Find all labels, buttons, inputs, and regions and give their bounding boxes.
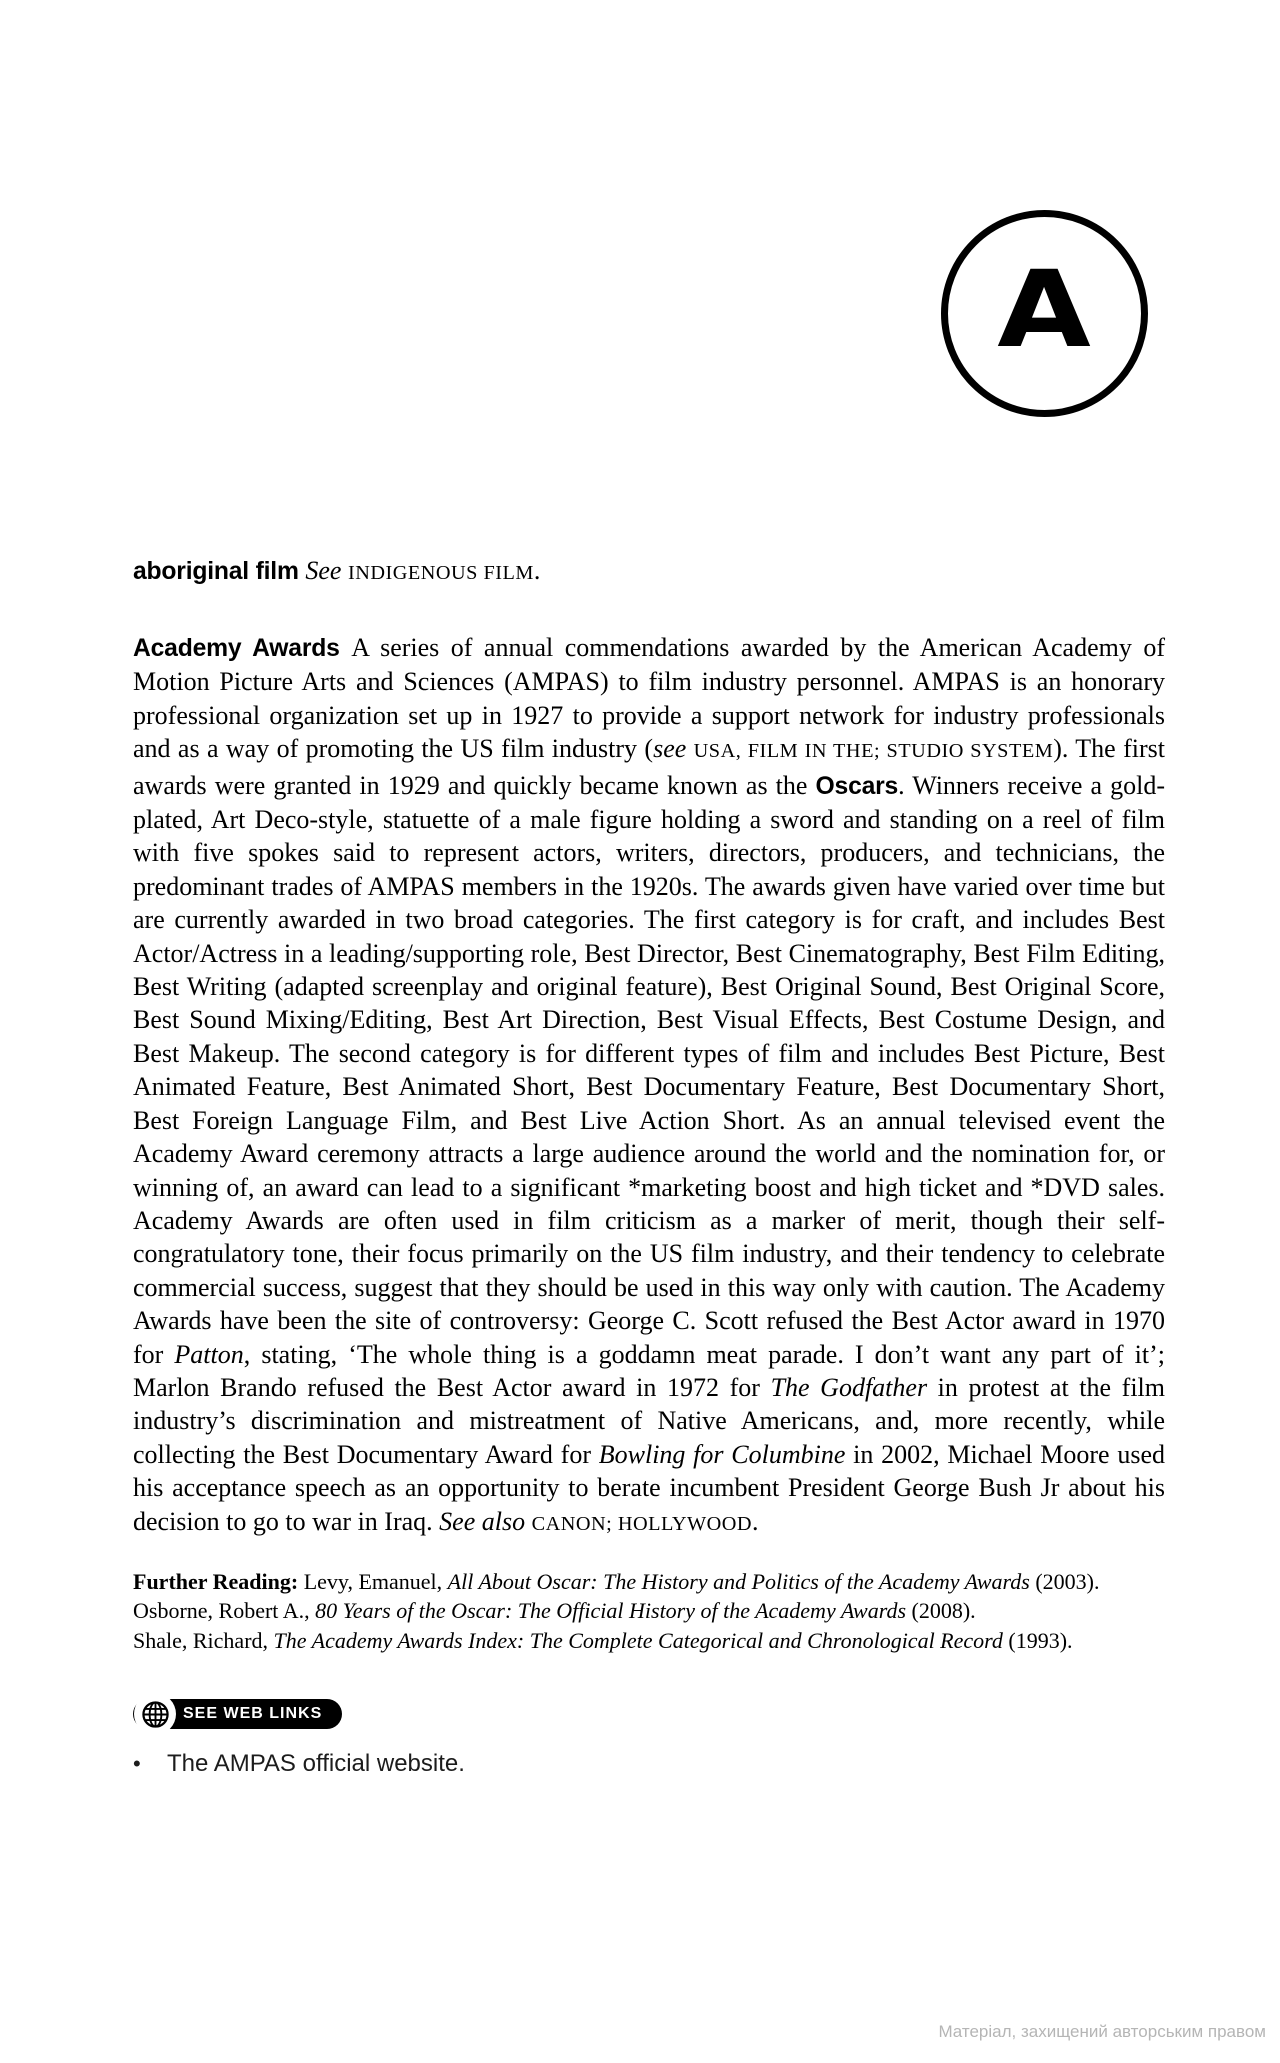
further-reading-item [133, 1626, 1165, 1656]
text-segment: Academy Awards [133, 635, 352, 662]
text-segment: (2008). [911, 1598, 976, 1624]
text-segment: in 2002, Michael Moore used his acceptance speech as an opportunity to berate incumbent President George Bush Jr about his decision to go to war in Iraq. [133, 1439, 1166, 1536]
text-segment: Levy, Emanuel, [303, 1568, 448, 1594]
text-segment: ). The first awards were granted in 1929 and quickly became known as the [133, 734, 1165, 800]
text-segment: Shale, Richard, [133, 1627, 274, 1653]
entry-aboriginal-film [133, 554, 1165, 590]
text-segment: . Winners receive a gold-plated, Art Deco-style, statuette of a male figure holding a sword and standing on a reel of film with five spokes said to represent actors, writers, directors, producers, and technicians, the predominant trades of AMPAS members in the 1920s. The awards given have varied over time but are currently awarded in two broad categories. The first category is for craft, and includes Best Actor/Actress in a leading/supporting role, Best Director, Best Cinematography, Best Film Editing, Best Writing (adapted screenplay and original feature), Best Original Sound, Best Original Score, Best Sound Mixing/Editing, Best Art Direction, Best Visual Effects, Best Costume Design, and Best Makeup. The second category is for different types of film and includes Best Picture, Best Animated Feature, Best Animated Short, Best Documentary Feature, Best Documentary Short, Best Foreign Language Film, and Best Live Action Short. As an annual televised event the Academy Award ceremony attracts a large audience around the world and the nomination for, or winning of, an award can lead to a significant *marketing boost and high ticket and *DVD sales. Academy Awards are often used in film criticism as a marker of merit, though their self-congratulatory tone, their focus primarily on the US film industry, and their tendency to celebrate commercial success, suggest that they should be used in this way only with caution. The Academy Awards have been the site of controversy: George C. Scott refused the Best Actor award in 1970 for [133, 770, 1165, 1369]
cross-reference[interactable]: CANON; HOLLYWOOD [531, 1512, 752, 1535]
text-segment: Bowling for Columbine [598, 1439, 846, 1469]
copyright-watermark: Матеріал, захищений авторським правом [938, 2022, 1266, 2041]
text-segment: Further Reading: [133, 1568, 304, 1594]
see-web-links-badge[interactable] [133, 1699, 342, 1729]
text-segment: . [533, 556, 541, 585]
text-segment: Oscars [815, 772, 899, 800]
section-letter-roundel [941, 210, 1148, 417]
text-segment: 80 Years of the Oscar: The Official History of the Academy Awards [315, 1598, 912, 1624]
text-segment: aboriginal film [133, 558, 306, 585]
bullet-marker: • [133, 1751, 141, 1777]
text-segment: A series of annual commendations awarded by the American Academy of Motion Picture Arts and Sciences (AMPAS) to film industry personnel. AMPAS is an honorary professional organization set up in 1927 to provide a support network for industry professionals and as a way of promoting the US film industry ( [133, 633, 1165, 764]
web-links-section [133, 1699, 1165, 1779]
text-segment: in protest at the film industry’s discrimination and mistreatment of Native Americans, and, more recently, while collecting the Best Documentary Award for [133, 1372, 1165, 1469]
globe-icon [137, 1696, 173, 1732]
see-web-links-label: SEE WEB LINKS [183, 1705, 323, 1723]
text-segment: See [305, 556, 348, 585]
text-segment: Osborne, Robert A., [133, 1598, 316, 1624]
text-segment: See also [439, 1506, 532, 1536]
web-link-item [133, 1749, 1165, 1779]
web-link-text[interactable]: The AMPAS official website. [167, 1750, 465, 1778]
web-links-list [133, 1749, 1165, 1779]
further-reading-item [133, 1567, 1165, 1597]
text-segment: The Academy Awards Index: The Complete Categorical and Chronological Record [273, 1627, 1009, 1653]
entry-academy-awards [133, 631, 1165, 1541]
text-segment: The Godfather [770, 1372, 928, 1402]
further-reading-section [133, 1567, 1165, 1656]
text-segment: All About Oscar: The History and Politics of the Academy Awards [447, 1568, 1036, 1594]
cross-reference[interactable]: INDIGENOUS FILM [347, 562, 534, 584]
text-segment: see [653, 734, 694, 764]
text-segment: . [752, 1506, 759, 1536]
further-reading-item [133, 1596, 1165, 1626]
text-segment: (2003). [1035, 1568, 1100, 1594]
text-segment: Patton [174, 1339, 244, 1369]
section-letter: A [997, 247, 1092, 371]
text-column [133, 528, 1165, 1779]
cross-reference[interactable]: USA, FILM IN THE; STUDIO SYSTEM [693, 740, 1054, 763]
text-segment: , stating, ‘The whole thing is a goddamn meat parade. I don’t want any part of it’; Marlon Brando refused the Best Actor award in 1972 for [133, 1339, 1165, 1402]
text-segment: (1993). [1008, 1627, 1073, 1653]
